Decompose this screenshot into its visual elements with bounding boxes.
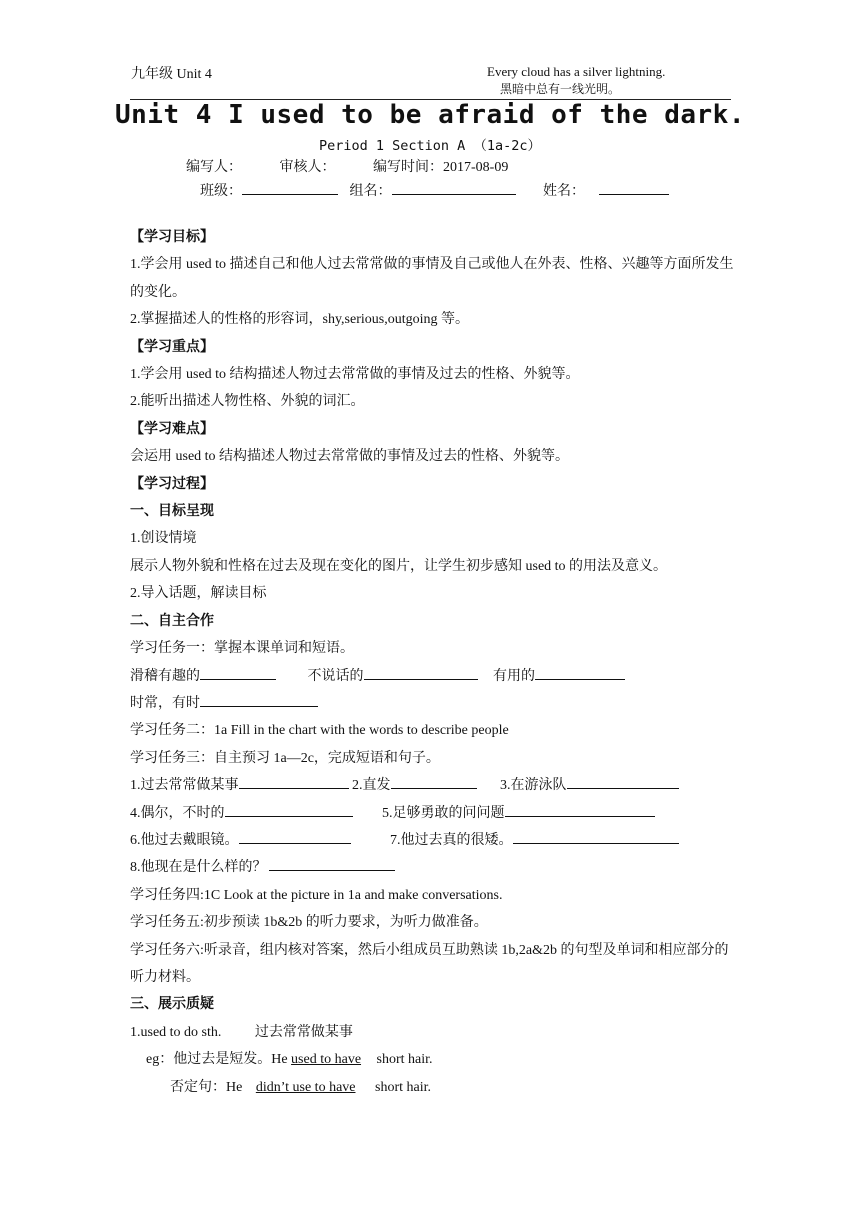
- vocab-helpful-blank[interactable]: [535, 663, 625, 680]
- used-to-phrase: 1.used to do sth.: [130, 1024, 222, 1040]
- process-heading: 【学习过程】: [130, 476, 214, 492]
- meta-date: 编写时间：2017-08-09: [373, 160, 509, 175]
- meta-line: [186, 156, 508, 176]
- question-line-4: [130, 854, 734, 881]
- difficulty-heading: 【学习难点】: [130, 421, 214, 437]
- goal-2: 2.掌握描述人的性格的形容词，shy,serious,outgoing 等。: [130, 312, 469, 328]
- example-suffix: short hair.: [376, 1052, 433, 1068]
- question-line-3: [130, 827, 734, 854]
- question-3-blank[interactable]: [567, 772, 679, 789]
- vocab-helpful: 有用的: [493, 668, 535, 684]
- class-blank[interactable]: [242, 180, 338, 195]
- key-heading: 【学习重点】: [130, 339, 214, 355]
- vocab-funny: 滑稽有趣的: [130, 668, 200, 684]
- question-4: 4.偶尔，不时的: [130, 805, 225, 821]
- name-label: 姓名：: [543, 184, 585, 199]
- task-1: 学习任务一：掌握本课单词和短语。: [130, 641, 354, 657]
- question-5: 5.足够勇敢的问问题: [382, 805, 505, 821]
- task-6: 学习任务六:听录音，组内核对答案，然后小组成员互助熟读 1b,2a&2b 的句型及单词和相应部分的听力材料。: [130, 942, 729, 985]
- part-1-heading: 一、目标呈现: [130, 504, 214, 520]
- negative-line: [130, 1074, 734, 1101]
- header-motto-translation: 黑暗中总有一线光明。: [500, 82, 621, 96]
- question-4-blank[interactable]: [225, 800, 353, 817]
- meta-writer: 编写人：: [186, 160, 242, 175]
- example-answer: used to have: [291, 1052, 362, 1068]
- header-motto: Every cloud has a silver lightning.: [487, 64, 666, 79]
- vocab-silent-blank[interactable]: [364, 663, 478, 680]
- question-8: 8.他现在是什么样的？: [130, 860, 267, 876]
- header-left: 九年级 Unit 4: [131, 67, 212, 82]
- part-1-item-1: 1.创设情境: [130, 531, 197, 547]
- group-label: 组名：: [349, 184, 392, 199]
- example-line: [130, 1046, 734, 1073]
- question-line-2: [130, 800, 734, 827]
- class-label: 班级：: [200, 184, 242, 199]
- task-5: 学习任务五:初步预读 1b&2b 的听力要求，为听力做准备。: [130, 915, 488, 931]
- task-2: 学习任务二：1a Fill in the chart with the words to describe people: [130, 723, 509, 739]
- page-title: Unit 4 I used to be afraid of the dark.: [115, 100, 745, 130]
- goal-1: 1.学会用 used to 描述自己和他人过去常常做的事情及自己或他人在外表、性格、兴趣等方面所发生的变化。: [130, 257, 734, 300]
- question-5-blank[interactable]: [505, 800, 655, 817]
- question-6-blank[interactable]: [239, 827, 351, 844]
- vocab-time-blank[interactable]: [200, 690, 318, 707]
- question-2-blank[interactable]: [391, 772, 477, 789]
- used-to-line: [130, 1019, 734, 1046]
- difficulty-1: 会运用 used to 结构描述人物过去常常做的事情及过去的性格、外貌等。: [130, 449, 570, 465]
- page-subtitle: Period 1 Section A （1a-2c）: [318, 138, 542, 154]
- group-blank[interactable]: [392, 180, 516, 195]
- part-2-heading: 二、自主合作: [130, 613, 214, 629]
- question-7: 7.他过去真的很矮。: [390, 832, 513, 848]
- negative-answer: didn’t use to have: [255, 1079, 356, 1095]
- vocab-line-2: [130, 690, 734, 717]
- task-3: 学习任务三：自主预习 1a—2c，完成短语和句子。: [130, 750, 440, 766]
- class-fields: [200, 180, 669, 200]
- negative-prefix: 否定句：He: [170, 1079, 243, 1095]
- part-3-heading: 三、展示质疑: [130, 997, 214, 1013]
- vocab-funny-blank[interactable]: [200, 663, 276, 680]
- used-to-meaning: 过去常常做某事: [254, 1024, 353, 1040]
- vocab-line-1: [130, 663, 734, 690]
- task-4: 学习任务四:1C Look at the picture in 1a and make conversations.: [130, 887, 503, 903]
- question-6: 6.他过去戴眼镜。: [130, 832, 239, 848]
- document-body: [130, 224, 734, 1101]
- meta-reviewer: 审核人：: [279, 160, 336, 175]
- vocab-time: 时常，有时: [130, 695, 200, 711]
- part-1-item-3: 2.导入话题，解读目标: [130, 586, 267, 602]
- question-3: 3.在游泳队: [500, 778, 567, 794]
- question-7-blank[interactable]: [513, 827, 679, 844]
- name-blank[interactable]: [599, 180, 669, 195]
- goals-heading: 【学习目标】: [130, 230, 214, 245]
- key-2: 2.能听出描述人物性格、外貌的词汇。: [130, 394, 365, 410]
- example-prefix: eg：他过去是短发。He: [146, 1052, 288, 1068]
- question-8-blank[interactable]: [269, 854, 395, 871]
- negative-suffix: short hair.: [375, 1079, 431, 1095]
- vocab-silent: 不说话的: [307, 668, 364, 684]
- question-1: 1.过去常常做某事: [130, 778, 239, 794]
- question-1-blank[interactable]: [239, 772, 349, 789]
- key-1: 1.学会用 used to 结构描述人物过去常常做的事情及过去的性格、外貌等。: [130, 367, 580, 383]
- question-2: 2.直发: [352, 778, 391, 794]
- question-line-1: [130, 772, 734, 799]
- part-1-item-2: 展示人物外貌和性格在过去及现在变化的图片，让学生初步感知 used to 的用法及意义。: [130, 558, 668, 574]
